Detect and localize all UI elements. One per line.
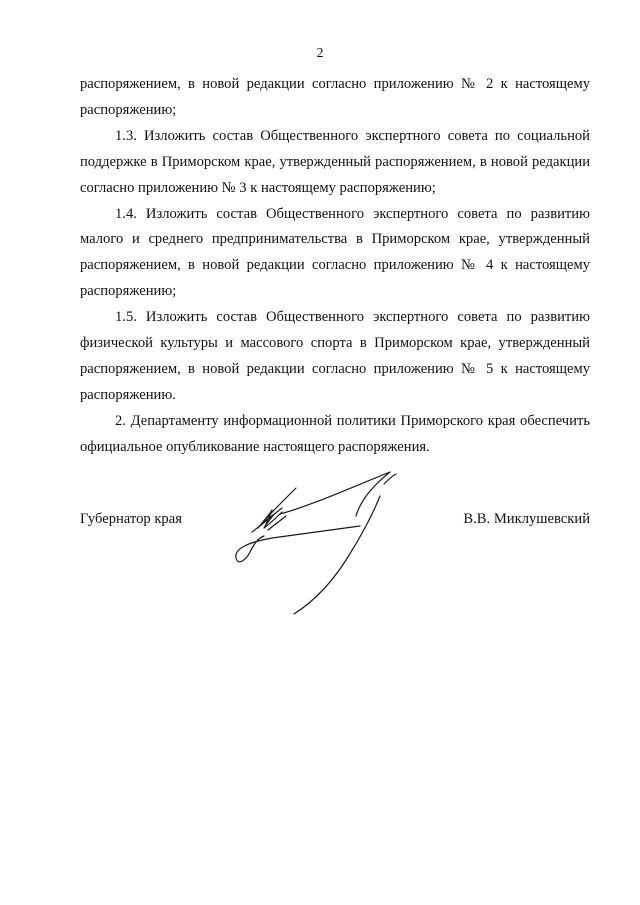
signature-row xyxy=(80,511,590,533)
paragraph-1-3: 1.3. Изложить состав Общественного экспертного совета по социальной поддержке в Приморском крае, утвержденный распоряжением, в новой редакции согласно приложению № 3 к настоящему распоряжению; xyxy=(80,127,590,196)
signatory-name: В.В. Миклушевский xyxy=(463,511,590,527)
paragraph-1-4: 1.4. Изложить состав Общественного экспертного совета по развитию малого и среднего предпринимательства в Приморском крае, утвержденный распоряжением, в новой редакции согласно приложению № 4 к настоящему распоряжению; xyxy=(80,205,590,300)
document-body xyxy=(80,72,590,461)
paragraph-continuation: распоряжением, в новой редакции согласно приложению № 2 к настоящему распоряжению; xyxy=(80,76,590,118)
page-number: 2 xyxy=(316,46,324,61)
signatory-position: Губернатор края xyxy=(80,511,182,527)
paragraph-2: 2. Департаменту информационной политики Приморского края обеспечить официальное опубликование настоящего распоряжения. xyxy=(80,412,590,455)
handwritten-signature-icon xyxy=(220,468,460,618)
paragraph-1-5: 1.5. Изложить состав Общественного экспертного совета по развитию физической культуры и массового спорта в Приморском крае, утвержденный распоряжением, в новой редакции согласно приложению № 5 к настоящему распоряжению. xyxy=(80,309,590,403)
